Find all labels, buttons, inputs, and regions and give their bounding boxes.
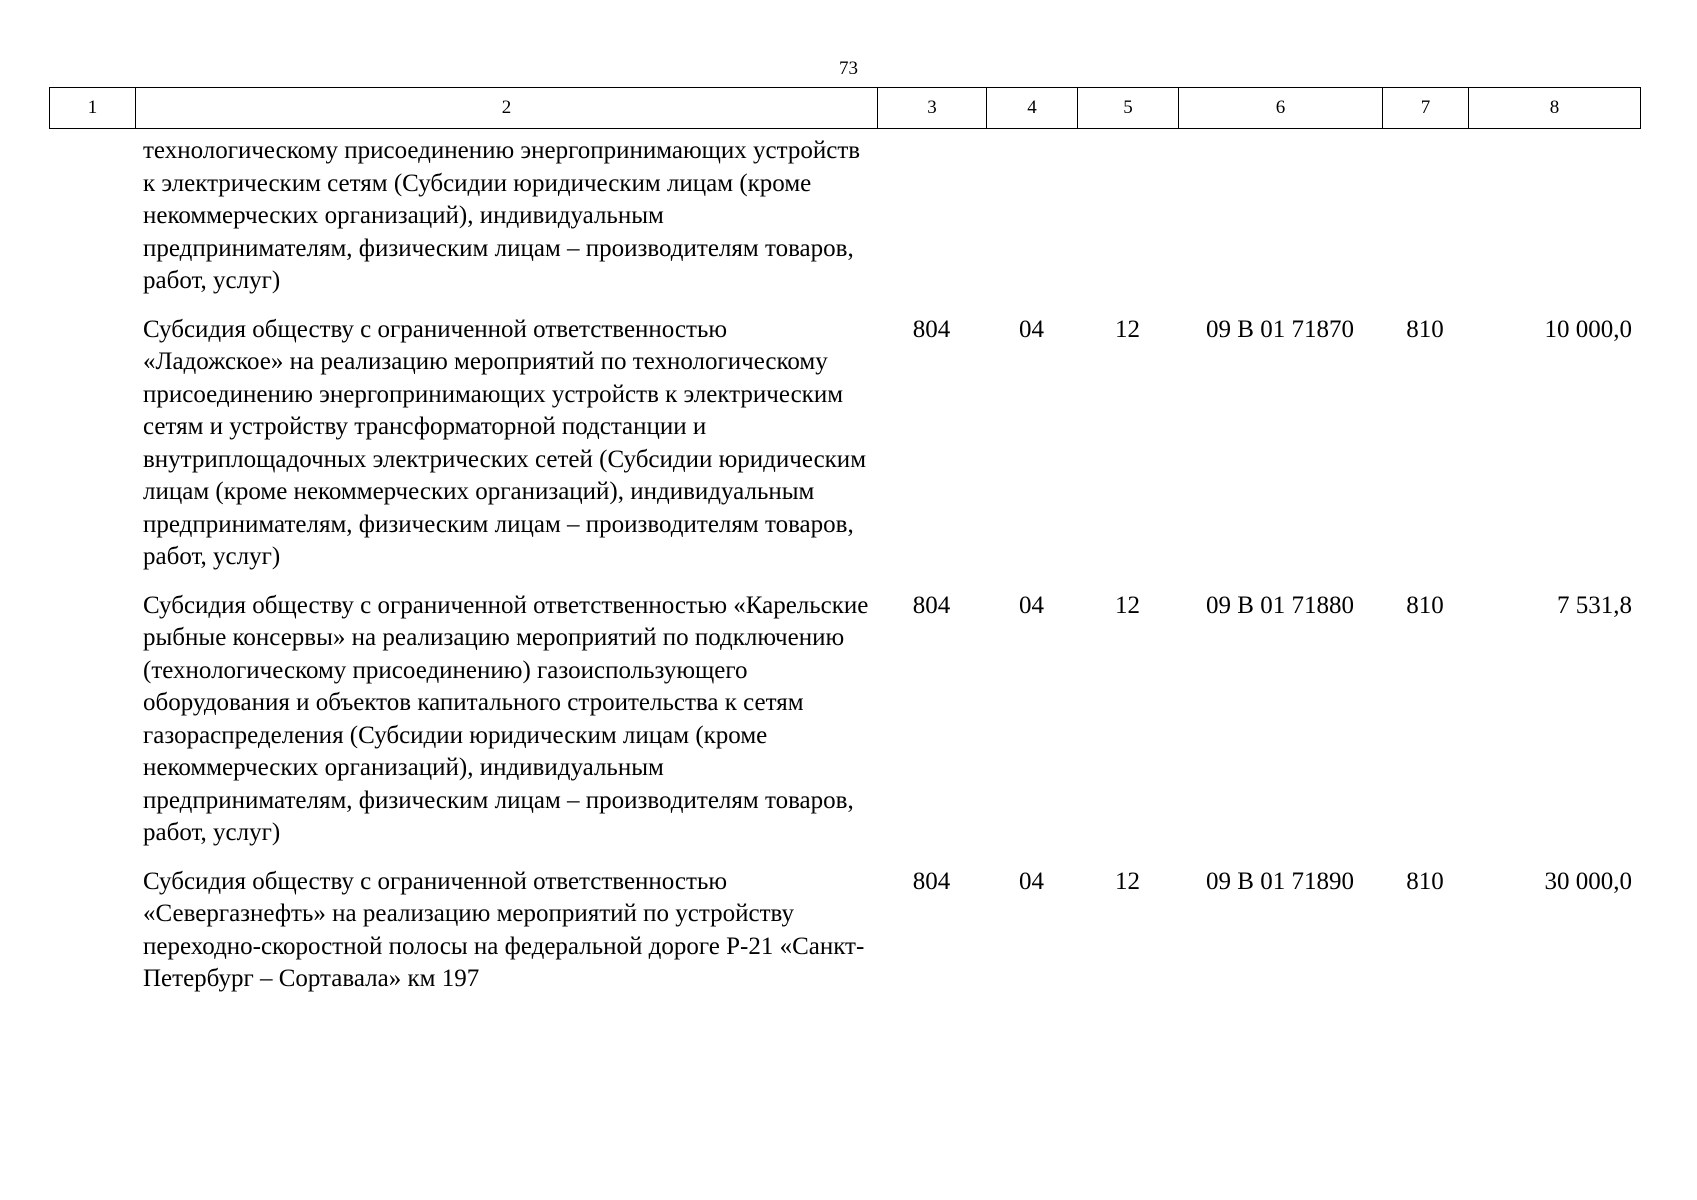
column-header-7: 7 xyxy=(1383,88,1469,129)
amount-cell: 10 000,0 xyxy=(1544,315,1632,343)
table-row xyxy=(49,866,1640,996)
ministry-code-cell: 804 xyxy=(912,867,951,895)
description-cell: технологическому присоединению энергопринимающих устройств к электрическим сетям (Субсидии юридическим лицам (кроме некоммерческих организаций), индивидуальным предпринимателям, физическим лицам – производителям товаров, работ, услуг) xyxy=(143,137,861,294)
target-article-cell: 09 В 01 71890 xyxy=(1206,867,1354,895)
description-cell: Субсидия обществу с ограниченной ответственностью «Ладожское» на реализацию мероприятий по технологическому присоединению энергопринимающих устройств к электрическим сетям и устройству трансформаторной подстанции и внутриплощадочных электрических сетей (Субсидии юридическим лицам (кроме некоммерческих организаций), индивидуальным предпринимателям, физическим лицам – производителям товаров, работ, услуг) xyxy=(143,315,867,570)
column-header-6: 6 xyxy=(1179,88,1383,129)
description-cell: Субсидия обществу с ограниченной ответственностью «Севергазнефть» на реализацию мероприятий по устройству переходно-скоростной полосы на федеральной дороге Р-21 «Санкт-Петербург – Сортавала» км 197 xyxy=(143,867,865,992)
subsection-code-cell: 12 xyxy=(1115,591,1140,619)
expense-type-cell: 810 xyxy=(1406,867,1444,895)
section-code-cell: 04 xyxy=(1019,591,1044,619)
target-article-cell: 09 В 01 71880 xyxy=(1206,591,1354,619)
description-cell: Субсидия обществу с ограниченной ответственностью «Карельские рыбные консервы» на реализацию мероприятий по подключению (технологическому присоединению) газоиспользующего оборудования и объектов капитального строительства к сетям газораспределения (Субсидии юридическим лицам (кроме некоммерческих организаций), индивидуальным предпринимателям, физическим лицам – производителям товаров, работ, услуг) xyxy=(143,591,869,846)
subsection-code-cell: 12 xyxy=(1115,315,1140,343)
table-row xyxy=(49,590,1640,850)
page-number: 73 xyxy=(839,58,858,79)
expense-type-cell: 810 xyxy=(1406,315,1444,343)
column-header-3: 3 xyxy=(878,88,987,129)
column-header-row xyxy=(50,88,1641,129)
table-body xyxy=(49,135,1640,1012)
ministry-code-cell: 804 xyxy=(912,591,951,619)
column-header-8: 8 xyxy=(1469,88,1641,129)
column-header-table xyxy=(49,87,1641,129)
column-header-1: 1 xyxy=(50,88,136,129)
subsection-code-cell: 12 xyxy=(1115,867,1140,895)
target-article-cell: 09 В 01 71870 xyxy=(1206,315,1354,343)
expense-type-cell: 810 xyxy=(1406,591,1444,619)
table-row xyxy=(49,314,1640,574)
table-row xyxy=(49,135,1640,298)
amount-cell: 30 000,0 xyxy=(1544,867,1632,895)
ministry-code-cell: 804 xyxy=(912,315,951,343)
column-header-2: 2 xyxy=(136,88,878,129)
section-code-cell: 04 xyxy=(1019,315,1044,343)
section-code-cell: 04 xyxy=(1019,867,1044,895)
amount-cell: 7 531,8 xyxy=(1557,591,1632,619)
column-header-4: 4 xyxy=(987,88,1078,129)
column-header-5: 5 xyxy=(1078,88,1179,129)
